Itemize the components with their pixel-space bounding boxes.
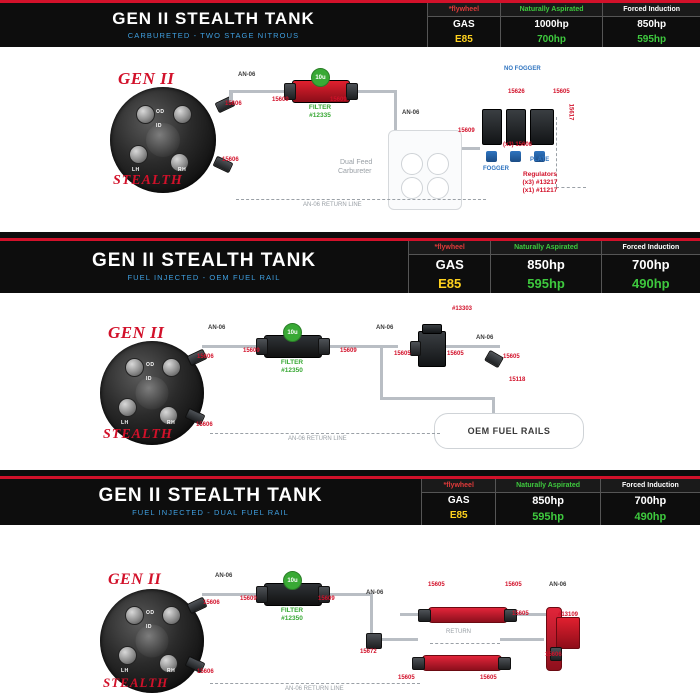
carb-hole: [427, 177, 449, 199]
crossover-3b: [500, 638, 544, 641]
panel-1-header: [0, 3, 700, 47]
flywheel-bolt: [125, 358, 144, 377]
page-title-2: GEN II STEALTH TANK: [91, 250, 317, 271]
panel-2-header: [0, 241, 700, 293]
spec3-gas-fi: 700hp: [634, 495, 667, 507]
filter-caption-3: [264, 607, 320, 623]
label3-15609-a: 15609: [240, 596, 257, 602]
label3-15606-b: 15606: [197, 669, 214, 675]
flywheel2-label-id: ID: [146, 376, 152, 382]
flywheel-bolt: [173, 105, 192, 124]
filter-caption-1: [292, 104, 348, 120]
spec3-e85-fi: 490hp: [634, 511, 667, 523]
fuel-rail-bottom: [422, 655, 502, 671]
carb-hole: [401, 153, 423, 175]
carb-hole: [401, 177, 423, 199]
flywheel2-label-rh: RH: [167, 420, 176, 426]
spec2-gas-na: 850hp: [527, 257, 565, 272]
label-dual-feed: Dual Feed: [340, 159, 373, 166]
spec3-gas-na: 850hp: [532, 495, 564, 507]
flywheel-label-id: ID: [156, 123, 162, 129]
return-dash-3: [430, 643, 500, 644]
fogger-nozzle-2: [510, 151, 521, 162]
flywheel-label-od: OD: [156, 109, 165, 115]
return-line-1: [236, 199, 486, 200]
label3-15605-e: 15605: [480, 675, 497, 681]
rail-end-fitting-d: [498, 657, 511, 670]
flywheel3-label-rh: RH: [167, 668, 176, 674]
panel-2-diagram: [0, 293, 700, 468]
spec2-e85-fi: 490hp: [632, 276, 670, 291]
micron-badge-3: 10u: [283, 571, 302, 590]
label3-15609-b: 15609: [318, 596, 335, 602]
flywheel-hub: [146, 123, 180, 157]
filter-caption-2: [264, 359, 320, 375]
flywheel2-label-lh: LH: [121, 420, 129, 426]
spec2-gas-fi: 700hp: [632, 257, 670, 272]
filter-outlet-fitting-1: [346, 83, 358, 100]
spec-table-1: [427, 3, 700, 47]
flywheel-bolt: [162, 606, 181, 625]
spec-header-fi: Forced Induction: [603, 3, 700, 17]
panel-3-diagram: [0, 525, 700, 700]
page-subtitle-3: FUEL INJECTED - DUAL FUEL RAIL: [132, 508, 289, 517]
label2-15609-b: 15609: [340, 348, 357, 354]
fuel-rail-top: [428, 607, 508, 623]
wheel-stealth-text-2: STEALTH: [103, 427, 173, 442]
filter-label-bottom-3: #12350: [281, 615, 303, 622]
label3-an06-2: AN-06: [366, 590, 384, 596]
spec-row-e85-label: E85: [454, 34, 473, 45]
filter-out-line-2: [318, 345, 398, 348]
spec-table-3: [421, 479, 700, 525]
tee-fitting-15672: [366, 633, 382, 649]
label3-15605-c: 15605: [512, 611, 529, 617]
return-line-2: [210, 433, 440, 434]
mid-line-2: [440, 345, 500, 348]
solenoid-2: [506, 109, 526, 145]
spec3-header-flywheel: *flywheel: [422, 479, 495, 493]
page-title: GEN II STEALTH TANK: [112, 9, 315, 28]
dual-feed-carburetor: [388, 130, 462, 210]
panel-3-header: [0, 479, 700, 525]
flywheel-bolt: [125, 606, 144, 625]
label3-15606-a: 15606: [203, 600, 220, 606]
label2-15605-c: 15605: [503, 354, 520, 360]
wheel-gen-text-1: GEN II: [118, 69, 175, 88]
spec-table-2: [408, 241, 700, 293]
wheel-stealth-text-3: STEALTH: [103, 675, 169, 690]
spec-gas-na: 1000hp: [534, 19, 569, 30]
panel-3-title-block: [0, 479, 421, 525]
flywheel3-label-lh: LH: [121, 668, 129, 674]
regulator-cap-2: [422, 324, 442, 334]
panel-carbureted: [0, 0, 700, 232]
label-return-line-1: AN-06 RETURN LINE: [303, 202, 362, 208]
return-line-3: [210, 683, 420, 684]
label3-13109: #13109: [558, 612, 579, 618]
wheel-gen-text-3: GEN II: [108, 571, 162, 588]
label3-return-line: AN-06 RETURN LINE: [285, 686, 344, 692]
label2-an06-1: AN-06: [208, 325, 226, 331]
spec3-header-fi: Forced Induction: [601, 479, 700, 493]
rail-end-fitting-b: [412, 657, 425, 670]
label3-15605-a: 15605: [428, 582, 445, 588]
label-15626: 15626: [508, 89, 525, 95]
spec2-e85-label: E85: [438, 276, 462, 291]
regulators-line2: (x1) #11217: [522, 187, 558, 194]
label-15605-a: 15605: [553, 89, 570, 95]
panel-1-title-block: [0, 3, 427, 47]
label2-15606-b: 15606: [196, 422, 213, 428]
panel-dual-fuel-rail: [0, 476, 700, 700]
label-an06-1: AN-06: [238, 72, 256, 78]
micron-badge-1: 10u: [311, 68, 330, 87]
feed-line-1: [232, 90, 292, 93]
flywheel-bolt: [118, 646, 137, 665]
flywheel-label-rh: RH: [178, 167, 187, 173]
fogger-nozzle-1: [486, 151, 497, 162]
rail-end-fitting-a: [418, 609, 431, 622]
regulator-port-2: [410, 341, 421, 356]
filter-label-top-1: FILTER: [308, 104, 332, 111]
label-15609-b: 15609: [330, 97, 347, 103]
spec3-e85-na: 595hp: [532, 511, 564, 523]
label2-15609-a: 15609: [243, 348, 260, 354]
carb-hole: [427, 153, 449, 175]
label3-15605-d: 15605: [398, 675, 415, 681]
spec-e85-na: 700hp: [537, 34, 566, 45]
label3-15606-c: 15606: [545, 652, 562, 658]
label2-15605-a: 15605: [394, 351, 411, 357]
micron-badge-2: 10u: [283, 323, 302, 342]
solenoid-1: [482, 109, 502, 145]
flywheel-hub: [136, 377, 169, 410]
flywheel2-label-od: OD: [146, 362, 155, 368]
spec2-header-fi: Forced Induction: [602, 241, 700, 255]
spec3-header-na: Naturally Aspirated: [496, 479, 599, 493]
label-no-fogger: NO FOGGER: [504, 66, 541, 72]
rail-line-2: [380, 397, 495, 400]
label-plate: PLATE: [530, 157, 550, 163]
fuel-pressure-regulator-2: [418, 331, 446, 367]
page-subtitle: CARBURETED - TWO STAGE NITROUS: [127, 31, 300, 40]
wheel-stealth-text-1: STEALTH: [113, 173, 183, 188]
spec3-gas-label: GAS: [447, 495, 470, 506]
filter-label-bottom-2: #12350: [281, 367, 303, 374]
label3-return: RETURN: [446, 629, 471, 635]
label3-15605-b: 15605: [505, 582, 522, 588]
solenoid-3: [530, 109, 554, 145]
label2-an06-2: AN-06: [376, 325, 394, 331]
wheel-gen-text-2: GEN II: [108, 323, 165, 342]
spec-header-na: Naturally Aspirated: [501, 3, 603, 17]
spec2-gas-label: GAS: [435, 257, 464, 272]
spec-row-gas-label: GAS: [453, 19, 475, 30]
flywheel-bolt: [136, 105, 155, 124]
fuel-pressure-regulator-3: [556, 617, 580, 649]
regulators-line1: (x3) #13217: [522, 179, 558, 186]
flywheel3-label-od: OD: [146, 610, 155, 616]
flywheel-bolt: [129, 145, 148, 164]
label3-an06-1: AN-06: [215, 573, 233, 579]
label-x3-15606: (x3) 15606: [503, 142, 533, 148]
label-15617: 15617: [567, 103, 574, 121]
label2-15605-b: 15605: [447, 351, 464, 357]
label3-an06-3: AN-06: [549, 582, 567, 588]
label-15606-b: 15606: [222, 157, 239, 163]
flywheel-bolt: [162, 358, 181, 377]
filter-label-top-2: FILTER: [280, 359, 304, 366]
regulators-caption: [492, 171, 588, 195]
label2-13303: #13303: [452, 306, 473, 312]
label2-return-line: AN-06 RETURN LINE: [288, 436, 347, 442]
label-an06-2: AN-06: [402, 110, 420, 116]
flywheel-bolt: [118, 398, 137, 417]
spec-e85-fi: 595hp: [637, 34, 667, 45]
label-15609-a: 15609: [272, 97, 289, 103]
panel-2-title-block: [0, 241, 408, 293]
panel-1-diagram: [0, 47, 700, 229]
filter-inlet-fitting-3: [256, 586, 268, 603]
down-line-2: [380, 345, 383, 400]
oem-fuel-rails: OEM FUEL RAILS: [434, 413, 584, 449]
filter-label-top-3: FILTER: [280, 607, 304, 614]
label2-an06-3: AN-06: [476, 335, 494, 341]
panel-oem-fuel-rail: [0, 238, 700, 470]
flywheel3-label-id: ID: [146, 624, 152, 630]
label2-15606-a: 15606: [197, 354, 214, 360]
spec2-header-na: Naturally Aspirated: [491, 241, 600, 255]
label-carburetor: Carbureter: [338, 168, 372, 175]
spec-header-flywheel: *flywheel: [428, 3, 500, 17]
filter-label-bottom-1: #12335: [309, 112, 331, 119]
filter-outlet-fitting-2: [318, 338, 330, 355]
regulators-title: Regulators: [523, 171, 557, 178]
label3-15672: 15672: [360, 649, 377, 655]
flywheel-label-lh: LH: [132, 167, 140, 173]
page-subtitle-2: FUEL INJECTED - OEM FUEL RAIL: [127, 273, 281, 282]
label-15606-a: 15606: [225, 101, 242, 107]
page-title-3: GEN II STEALTH TANK: [98, 485, 323, 506]
spec-gas-fi: 850hp: [637, 19, 667, 30]
label-15609-c: 15609: [458, 128, 475, 134]
spec2-header-flywheel: *flywheel: [409, 241, 490, 255]
spec2-e85-na: 595hp: [527, 276, 565, 291]
label-fogger: FOGGER: [483, 166, 510, 172]
flywheel-hub: [136, 625, 169, 658]
spec3-e85-label: E85: [449, 510, 468, 521]
rail-fitting-2: [484, 350, 504, 368]
label2-15118: 15118: [509, 377, 526, 383]
